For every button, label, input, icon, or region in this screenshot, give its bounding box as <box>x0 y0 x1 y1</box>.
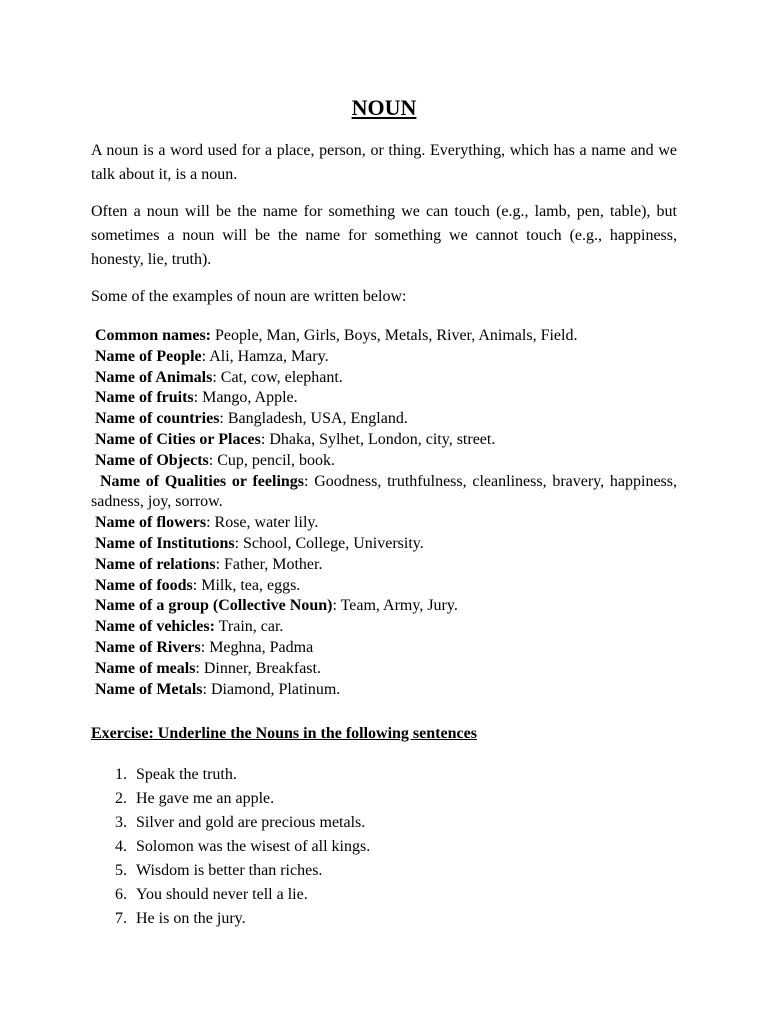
category-examples: : School, College, University. <box>234 534 424 552</box>
category-label: Name of countries <box>95 410 220 428</box>
category-item <box>91 638 677 659</box>
category-examples: : Dhaka, Sylhet, London, city, street. <box>260 430 496 448</box>
category-item <box>91 430 677 451</box>
category-label: Name of relations <box>95 555 216 573</box>
category-examples: People, Man, Girls, Boys, Metals, River, Animals, Field. <box>211 327 578 344</box>
category-label: Name of Animals <box>95 368 213 386</box>
category-examples: : Dinner, Breakfast. <box>195 659 321 677</box>
exercise-sentence: Silver and gold are precious metals. <box>136 814 366 831</box>
category-label: Name of a group (Collective Noun) <box>95 597 333 615</box>
category-item <box>91 326 677 347</box>
category-label: Name of Institutions <box>95 534 235 552</box>
exercise-number: 7. <box>115 910 127 927</box>
category-label: Name of Qualities or feelings <box>100 472 305 490</box>
exercise-item <box>91 763 370 787</box>
category-examples: : Team, Army, Jury. <box>332 597 458 615</box>
category-item <box>91 555 677 576</box>
category-item <box>91 659 677 680</box>
category-examples: : Milk, tea, eggs. <box>192 576 301 594</box>
exercise-sentence: He is on the jury. <box>136 910 246 927</box>
category-examples: : Rose, water lily. <box>206 514 319 532</box>
category-examples: : Bangladesh, USA, England. <box>219 410 408 428</box>
category-label: Name of Metals <box>95 680 203 698</box>
exercise-item <box>91 835 370 859</box>
category-item <box>91 576 677 597</box>
exercise-item <box>91 811 370 835</box>
exercise-item <box>91 883 370 907</box>
exercise-item <box>91 787 370 811</box>
category-label: Name of meals <box>95 659 196 677</box>
category-label: Name of foods <box>95 576 193 594</box>
exercise-number: 2. <box>115 790 127 807</box>
category-item <box>91 617 677 638</box>
exercise-sentence: He gave me an apple. <box>136 790 275 807</box>
category-item <box>91 409 677 430</box>
examples-intro: Some of the examples of noun are written below: <box>91 288 407 305</box>
category-examples: : Diamond, Platinum. <box>202 680 341 698</box>
touch-paragraph: Often a noun will be the name for something we can touch (e.g., lamb, pen, table), but sometimes a noun will be the name for something we cannot touch (e.g., happiness, honesty, lie, truth). <box>91 203 677 268</box>
exercise-number: 3. <box>115 814 127 831</box>
category-examples: : Father, Mother. <box>215 555 323 573</box>
exercise-number: 6. <box>115 886 127 903</box>
category-examples: : Cup, pencil, book. <box>208 451 335 469</box>
category-label: Name of Objects <box>95 451 209 469</box>
category-item <box>91 368 677 389</box>
noun-category-list <box>91 326 677 700</box>
category-item <box>91 347 677 368</box>
category-examples: : Cat, cow, elephant. <box>212 368 343 386</box>
category-label: Name of People <box>95 347 202 365</box>
category-item <box>91 513 677 534</box>
category-item <box>91 596 677 617</box>
definition-paragraph: A noun is a word used for a place, person, or thing. Everything, which has a name and we talk about it, is a noun. <box>91 142 677 183</box>
category-item <box>91 388 677 409</box>
exercise-item <box>91 907 370 931</box>
category-label: Name of Cities or Places <box>95 430 261 448</box>
category-label: Common names: <box>95 327 211 344</box>
exercise-sentence: Speak the truth. <box>136 766 237 783</box>
category-examples: : Mango, Apple. <box>193 389 298 407</box>
exercise-sentence: Solomon was the wisest of all kings. <box>136 838 371 855</box>
category-examples: : Goodness, truthfulness, cleanliness, bravery, happiness, sadness, joy, sorrow. <box>91 472 677 511</box>
page-title: NOUN <box>351 95 417 120</box>
category-item <box>91 534 677 555</box>
category-label: Name of flowers <box>95 514 207 532</box>
exercise-sentence: You should never tell a lie. <box>136 886 308 903</box>
category-label: Name of vehicles: <box>95 618 215 636</box>
category-label: Name of Rivers <box>95 638 201 656</box>
category-item <box>91 451 677 472</box>
exercise-heading: Exercise: Underline the Nouns in the following sentences <box>91 725 477 742</box>
exercise-list <box>91 763 370 931</box>
exercise-number: 1. <box>115 766 127 783</box>
category-examples: : Ali, Hamza, Mary. <box>201 347 329 365</box>
exercise-number: 4. <box>115 838 127 855</box>
category-examples: : Meghna, Padma <box>200 638 314 656</box>
exercise-sentence: Wisdom is better than riches. <box>136 862 323 879</box>
category-item <box>91 680 677 701</box>
exercise-item <box>91 859 370 883</box>
exercise-number: 5. <box>115 862 127 879</box>
category-examples: Train, car. <box>214 618 284 636</box>
category-label: Name of fruits <box>95 389 194 407</box>
category-item <box>91 472 677 514</box>
